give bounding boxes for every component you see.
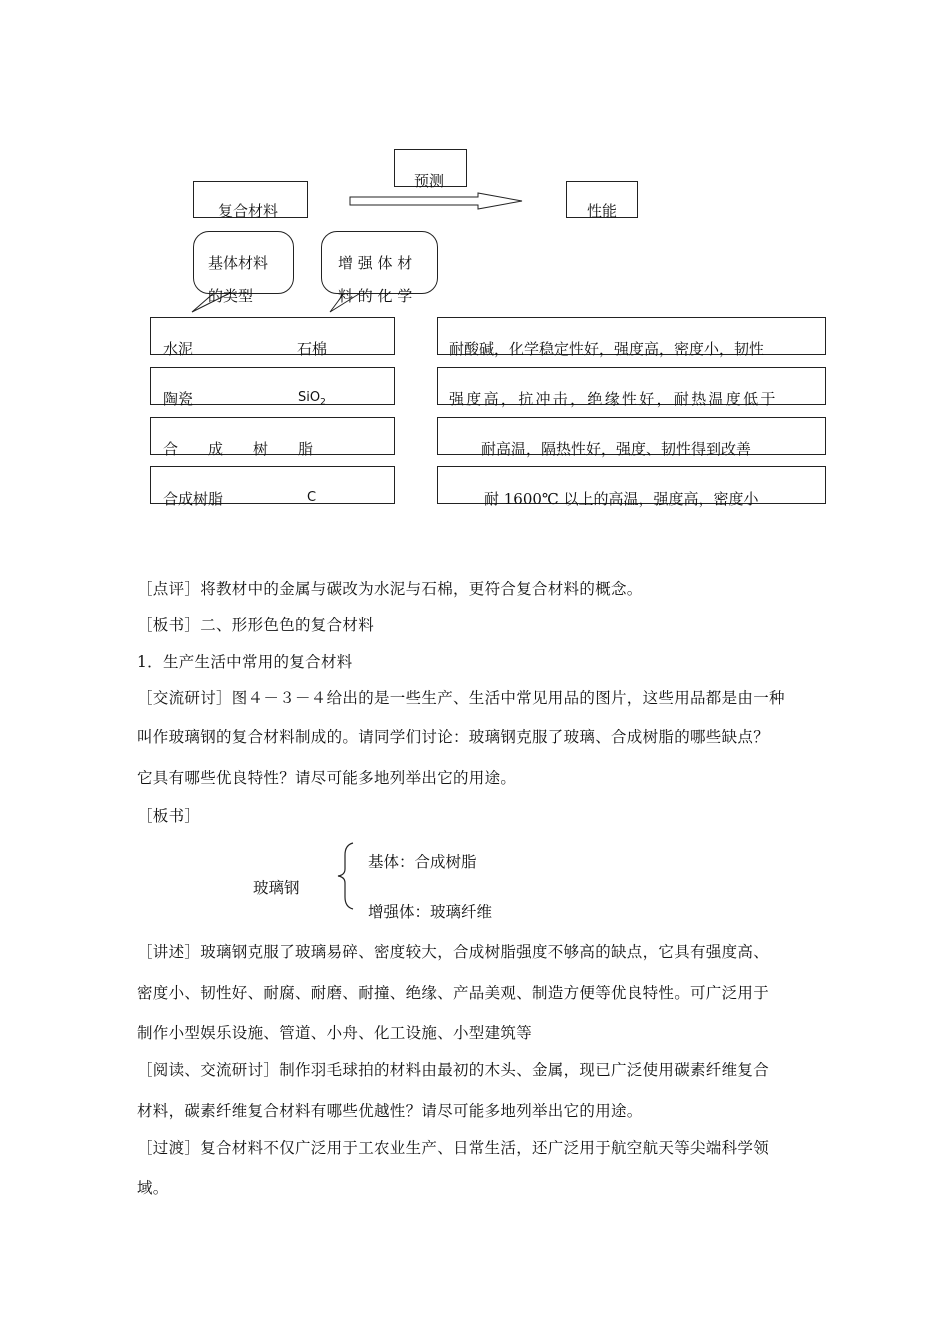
paragraph-board: ［板书］	[137, 807, 201, 825]
bubble-right-line2: 料 的 化 学	[338, 287, 413, 305]
sio2-base: SiO	[298, 390, 321, 405]
right-row-2-text: 强度高，抗冲击，绝缘性好，耐热温度低于	[449, 390, 778, 408]
brace-top-text: 基体：合成树脂	[368, 853, 477, 871]
paragraph-reading-1: ［阅读、交流研讨］制作羽毛球拍的材料由最初的木头、金属，现已广泛使用碳素纤维复合	[137, 1061, 770, 1079]
composite-material-label: 复合材料	[218, 202, 279, 220]
left-row-4-b: C	[307, 490, 317, 505]
paragraph-discussion-2: 叫作玻璃钢的复合材料制成的。请同学们讨论：玻璃钢克服了玻璃、合成树脂的哪些缺点？	[137, 728, 770, 746]
paragraph-discussion-1: ［交流研讨］图４－３－４给出的是一些生产、生活中常见用品的图片，这些用品都是由一种	[137, 689, 785, 707]
paragraph-lecture-2: 密度小、韧性好、耐腐、耐磨、耐撞、绝缘、产品美观、制造方便等优良特性。可广泛用于	[137, 984, 770, 1002]
left-row-4-a: 合成树脂	[163, 490, 224, 508]
right-row-3-text: 耐高温，隔热性好，强度、韧性得到改善	[481, 440, 752, 458]
right-row-1-text: 耐酸碱，化学稳定性好，强度高，密度小，韧性	[449, 340, 765, 358]
paragraph-discussion-3: 它具有哪些优良特性？请尽可能多地列举出它的用途。	[137, 769, 517, 787]
paragraph-subheading: 1．生产生活中常用的复合材料	[137, 653, 353, 671]
paragraph-transition-2: 域。	[137, 1179, 169, 1197]
callout-tails	[0, 0, 950, 340]
glass-steel-label: 玻璃钢	[253, 879, 300, 897]
left-row-2-b	[298, 390, 326, 408]
paragraph-lecture-1: ［讲述］玻璃钢克服了玻璃易碎、密度较大，合成树脂强度不够高的缺点，它具有强度高、	[137, 943, 770, 961]
brace-bottom-text: 增强体：玻璃纤维	[368, 903, 493, 921]
right-row-4-text: 耐 1600℃ 以上的高温，强度高，密度小	[484, 490, 759, 508]
bubble-right-line1: 增 强 体 材	[338, 254, 413, 272]
left-row-1-a: 水泥	[163, 340, 194, 358]
property-label: 性能	[587, 202, 618, 220]
left-brace-icon	[335, 841, 359, 911]
paragraph-comment: ［点评］将教材中的金属与碳改为水泥与石棉，更符合复合材料的概念。	[137, 580, 643, 598]
bubble-left-line1: 基体材料	[208, 254, 269, 272]
left-row-2-a: 陶瓷	[163, 390, 194, 408]
bubble-left-line2: 的类型	[208, 287, 254, 305]
left-row-3-a: 合 成 树 脂	[163, 440, 314, 458]
paragraph-board-heading: ［板书］二、形形色色的复合材料	[137, 616, 375, 634]
paragraph-reading-2: 材料，碳素纤维复合材料有哪些优越性？请尽可能多地列举出它的用途。	[137, 1102, 643, 1120]
sio2-subscript: 2	[320, 397, 326, 408]
paragraph-lecture-3: 制作小型娱乐设施、管道、小舟、化工设施、小型建筑等	[137, 1024, 533, 1042]
paragraph-transition-1: ［过渡］复合材料不仅广泛用于工农业生产、日常生活，还广泛用于航空航天等尖端科学领	[137, 1139, 770, 1157]
left-row-1-b: 石棉	[297, 340, 328, 358]
predict-label: 预测	[414, 172, 445, 190]
